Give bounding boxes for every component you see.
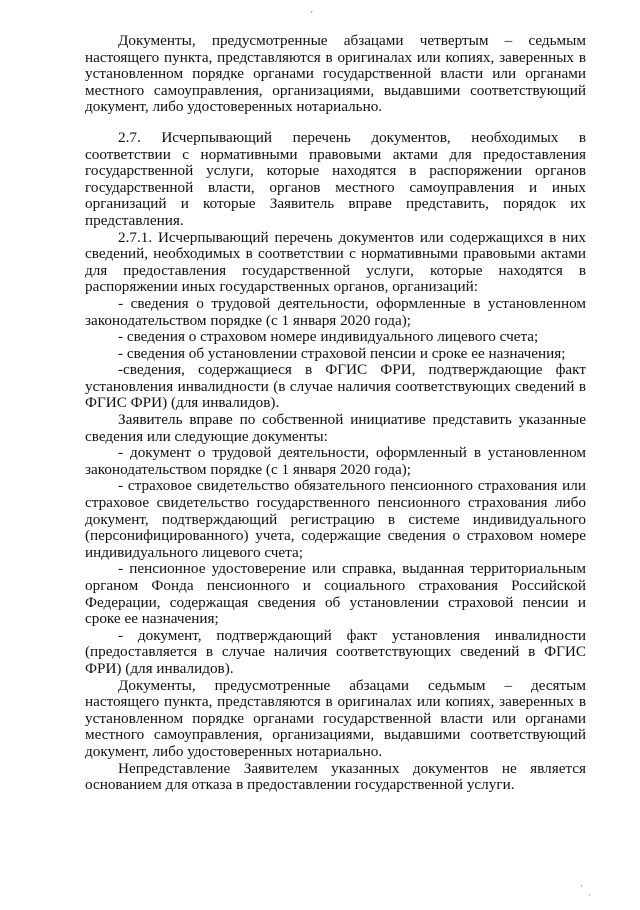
paragraph: Непредставление Заявителем указанных документов не является основанием для отказа в предоставлении государственной услуги. bbox=[85, 759, 586, 794]
list-item: -сведения, содержащиеся в ФГИС ФРИ, подтверждающие факт установления инвалидности (в случае наличия соответствующих сведений в ФГИС ФРИ) (для инвалидов). bbox=[85, 361, 586, 412]
paragraph: Документы, предусмотренные абзацами четвертым – седьмым настоящего пункта, представляются в оригиналах или копиях, заверенных в установленном порядке органами государственной власти или органами местного самоуправления, организациями, выдавшими соответствующий документ, либо удостоверенных нотариально. bbox=[85, 32, 586, 116]
document-text bbox=[85, 33, 586, 794]
list-item: - сведения об установлении страховой пенсии и сроке ее назначения; bbox=[118, 344, 566, 362]
scan-mark: ˊ bbox=[309, 11, 314, 21]
list-item: - документ о трудовой деятельности, оформленный в установленном законодательством порядке (с 1 января 2020 года); bbox=[85, 444, 586, 478]
scan-mark: · bbox=[588, 891, 591, 901]
scan-mark: · bbox=[580, 882, 583, 892]
section-heading-2-7: 2.7. Исчерпывающий перечень документов, необходимых в соответствии с нормативными правовыми актами для предоставления государственной услуги, которые находятся в распоряжении органов государственной власти, органов местного самоуправления и иных организаций и которые Заявитель вправе представить, порядок их представления. bbox=[85, 128, 586, 229]
list-item: - пенсионное удостоверение или справка, выданная территориальным органом Фонда пенсионного и социального страхования Российской Федерации, содержащая сведения об установлении страховой пенсии и сроке ее назначения; bbox=[85, 560, 586, 628]
list-item: - страховое свидетельство обязательного пенсионного страхования или страховое свидетельство государственного пенсионного страхования либо документ, подтверждающий регистрацию в системе индивидуального (персонифицированного) учета, содержащие сведения о страховом номере индивидуального лицевого счета; bbox=[85, 477, 586, 561]
list-item: - сведения о страховом номере индивидуального лицевого счета; bbox=[118, 328, 539, 346]
paragraph: 2.7.1. Исчерпывающий перечень документов или содержащихся в них сведений, необходимых в соответствии с нормативными правовыми актами для предоставления государственной услуги, которые находятся в распоряжении иных государственных органов, организаций: bbox=[85, 228, 586, 296]
list-item: - сведения о трудовой деятельности, оформленные в установленном законодательством порядке (с 1 января 2020 года); bbox=[85, 294, 586, 329]
paragraph: Заявитель вправе по собственной инициативе представить указанные сведения или следующие документы: bbox=[85, 411, 586, 445]
paragraph: Документы, предусмотренные абзацами седьмым – десятым настоящего пункта, представляются в оригиналах или копиях, заверенных в установленном порядке органами государственной власти или органами местного самоуправления, организациями, выдавшими соответствующий документ, либо удостоверенных нотариально. bbox=[85, 676, 586, 760]
list-item: - документ, подтверждающий факт установления инвалидности (предоставляется в случае наличия соответствующих сведений в ФГИС ФРИ) (для инвалидов). bbox=[85, 626, 586, 677]
